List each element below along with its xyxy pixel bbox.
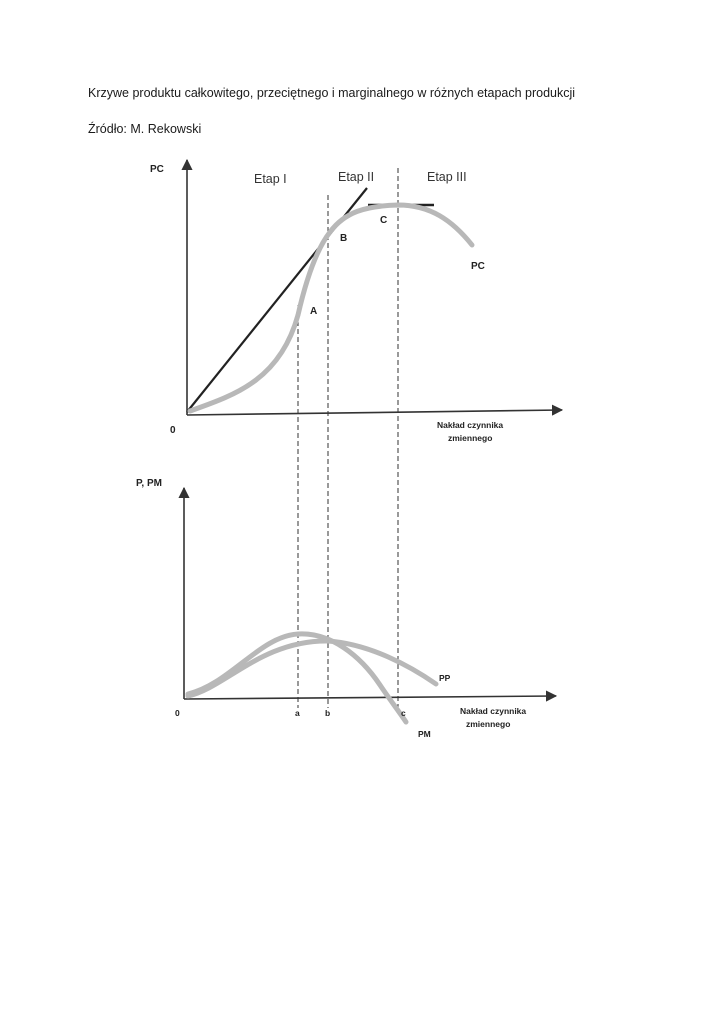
pc-curve bbox=[190, 205, 472, 411]
caption-title: Krzywe produktu całkowitego, przeciętnego i marginalnego w różnych etapach produkcji bbox=[88, 86, 576, 100]
pp-curve bbox=[188, 641, 436, 696]
stage-2-label: Etap II bbox=[338, 170, 375, 184]
stage-1-label: Etap I bbox=[254, 172, 287, 186]
bottom-x-axis-label-1: Nakład czynnika bbox=[460, 706, 527, 716]
bottom-x-axis-label-2: zmiennego bbox=[466, 719, 511, 729]
top-origin-label: 0 bbox=[170, 425, 176, 436]
tick-b-label: b bbox=[325, 708, 331, 718]
caption-source: Źródło: M. Rekowski bbox=[88, 122, 202, 136]
stage-3-label: Etap III bbox=[427, 170, 467, 184]
bottom-x-axis bbox=[184, 696, 556, 699]
top-y-axis-label: PC bbox=[150, 164, 164, 175]
tick-c-label: c bbox=[401, 708, 406, 718]
top-x-axis bbox=[187, 410, 562, 415]
top-panel bbox=[150, 160, 562, 708]
point-b-label: B bbox=[340, 233, 348, 244]
bottom-origin-label: 0 bbox=[175, 708, 180, 718]
pm-curve-label: PM bbox=[418, 729, 431, 739]
pc-curve-label: PC bbox=[471, 261, 485, 272]
bottom-panel bbox=[136, 478, 556, 739]
point-a-label: A bbox=[310, 306, 318, 317]
bottom-y-axis-label: P, PM bbox=[136, 478, 162, 489]
top-x-axis-label-2: zmiennego bbox=[448, 433, 493, 443]
top-x-axis-label-1: Nakład czynnika bbox=[437, 420, 504, 430]
point-c-label: C bbox=[380, 215, 388, 226]
tick-a-label: a bbox=[295, 708, 300, 718]
pp-curve-label: PP bbox=[439, 673, 451, 683]
